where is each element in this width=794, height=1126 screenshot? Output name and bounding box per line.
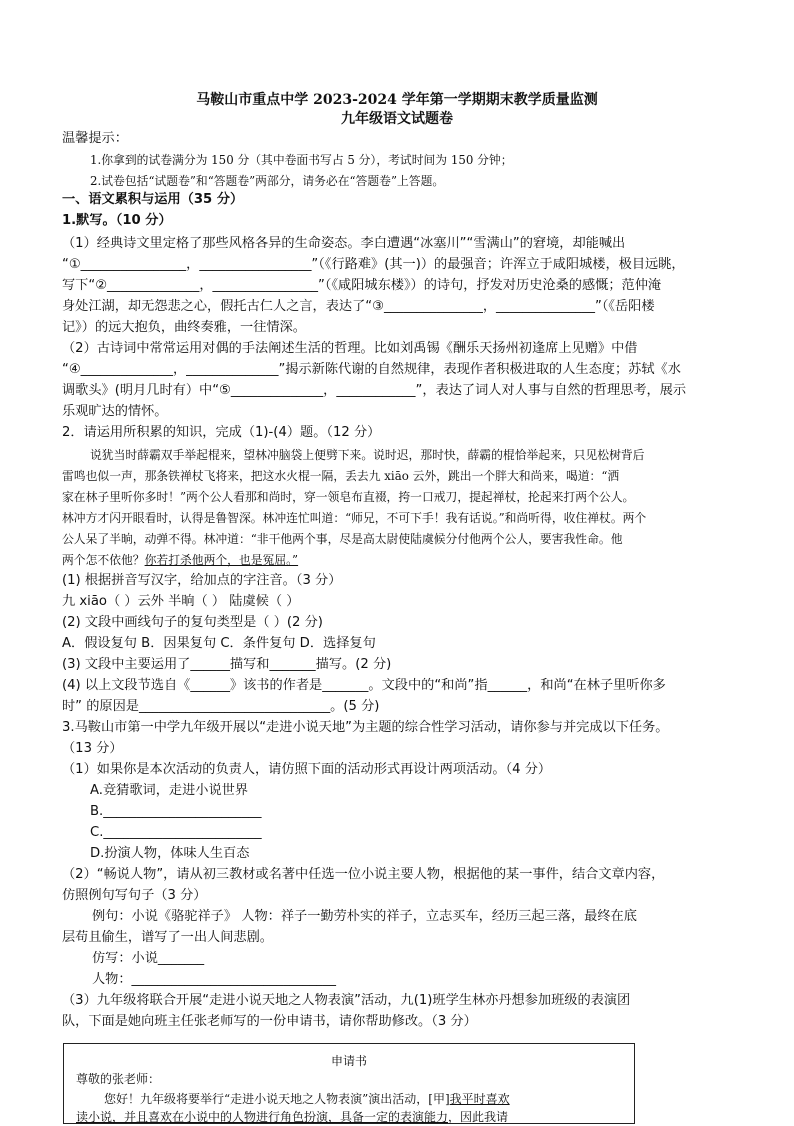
question-1-heading: 1.默写。（10 分） (62, 213, 172, 228)
q2-sub-1-answers: 九 xiāo（ ）云外 半晌（ ） 陆虞候（ ） (62, 594, 300, 609)
tip-item: 1.你拿到的试卷满分为 150 分（其中卷面书写占 5 分），考试时间为 150 分钟； (90, 153, 513, 167)
exam-subtitle: 九年级语文试题卷 (341, 111, 453, 127)
passage-line: 林冲方才闪开眼看时，认得是鲁智深。林冲连忙叫道：“师兄，不可下手！我有话说。”和尚听得，收住禅杖。两个 (62, 511, 647, 525)
q1-text-line: （2）古诗词中常常运用对偶的手法阐述生活的哲理。比如刘禹锡《酬乐天扬州初逢席上见赠》中借 (62, 341, 638, 356)
q2-sub-3: (3) 文段中主要运用了______描写和_______描写。(2 分) (62, 657, 392, 672)
application-letter-box (63, 1043, 635, 1124)
example-sentence: 例句：小说《骆驼祥子》 人物：祥子一勤劳朴实的祥子，立志买车，经历三起三落，最终在底 (92, 909, 637, 924)
underlined-sentence: 你若打杀他两个，也是冤屈。” (144, 553, 299, 567)
passage-line: 公人呆了半晌，动弹不得。林冲道：“非干他两个事，尽是高太尉使陆虞候分付他两个公人，要害我性命。他 (62, 532, 623, 546)
question-2-heading: 2．请运用所积累的知识，完成（1)-(4）题。（12 分） (62, 425, 381, 440)
tips-label: 温馨提示： (62, 131, 128, 146)
q2-sub-2: (2) 文段中画线句子的复句类型是（ ）(2 分) (62, 615, 323, 630)
q1-text-line: 身处江湖，却无怨悲之心，假托古仁人之言，表达了“③_______________，_______________”（《岳阳楼 (62, 299, 655, 314)
q1-text-line: “①________________，_________________”（《行路难》(其一)）的最强音；许浑立于咸阳城楼，极目远眺， (62, 257, 685, 272)
question-3-heading: 3.马鞍山市第一中学九年级开展以“走进小说天地”为主题的综合性学习活动，请你参与并完成以下任务。 (62, 720, 669, 735)
exam-title: 马鞍山市重点中学 2023-2024 学年第一学期期末教学质量监测 (196, 92, 598, 108)
q1-text-line: 乐观旷达的情怀。 (62, 404, 168, 419)
q2-sub-4: 时” 的原因是_____________________________。(5 分) (62, 699, 380, 714)
q2-sub-2-options: A．假设复句 B．因果复句 C．条件复句 D．选择复句 (62, 636, 376, 651)
imitation-line: 人物：_______________________________ (92, 972, 336, 987)
underlined-sentence: 读小说，并且喜欢在小说中的人物进行角色扮演，具备一定的表演能力 (76, 1110, 449, 1124)
q3-sub-3: （3）九年级将联合开展“走进小说天地之人物表演”活动，九(1)班学生林亦丹想参加班级的表演团 (62, 993, 631, 1008)
passage-line: 雷鸣也似一声，那条铁禅杖飞将来，把这水火棍一隔，丢去九 xiāo 云外，跳出一个胖大和尚来，喝道：“洒 (62, 469, 620, 483)
passage-text: 两个怎不依他？ (62, 553, 145, 567)
example-sentence: 层苟且偷生，谱写了一出人间悲剧。 (62, 930, 273, 945)
q1-text-line: 调歌头》(明月几时有）中“⑤______________，____________”，表达了词人对人事与自然的哲理思考，展示 (62, 383, 687, 398)
tip-item: 2.试卷包括“试题卷”和“答题卷”两部分，请务必在“答题卷”上答题。 (90, 174, 445, 188)
q1-text-line: “④______________，______________”揭示新陈代谢的自然规律，表现作者积极进取的人生态度；苏轼《水 (62, 362, 681, 377)
underlined-sentence: 我平时喜欢 (449, 1092, 510, 1106)
q3-sub-3: 队，下面是她向班主任张老师写的一份申请书，请你帮助修改。（3 分） (62, 1014, 477, 1029)
q2-sub-4: (4) 以上文段节选自《______》该书的作者是_______。文段中的“和尚”指______，和尚“在林子里听你多 (62, 678, 666, 693)
q1-text-line: （1）经典诗文里定格了那些风格各异的生命姿态。李白遭遇“冰塞川”“雪满山”的窘境，却能喊出 (62, 236, 626, 251)
q1-text-line: 写下“②______________，________________”（《咸阳城东楼》）的诗句，抒发对历史沧桑的感慨；范仲淹 (62, 278, 662, 293)
imitation-line: 仿写：小说_______ (92, 951, 205, 966)
question-3-heading: （13 分） (62, 741, 123, 756)
letter-greeting: 尊敬的张老师： (76, 1072, 161, 1086)
section-heading: 一、语文累积与运用（35 分） (62, 192, 244, 207)
letter-line (104, 1090, 510, 1108)
activity-option: B.________________________ (90, 804, 262, 819)
letter-line (76, 1108, 508, 1126)
activity-option: D.扮演人物，体味人生百态 (90, 846, 250, 861)
q1-text-line: 记》）的远大抱负，曲终奏雅，一往情深。 (62, 320, 306, 335)
q3-sub-1: （1）如果你是本次活动的负责人，请仿照下面的活动形式再设计两项活动。（4 分） (62, 762, 552, 777)
letter-text: 您好！九年级将要举行“走进小说天地之人物表演”演出活动，[甲] (104, 1092, 450, 1106)
passage-line (62, 551, 298, 569)
letter-text: ，因此我请 (448, 1110, 509, 1124)
letter-title: 申请书 (330, 1054, 367, 1068)
passage-line: 说犹当时薛霸双手举起棍来，望林冲脑袋上便劈下来。说时迟，那时快，薛霸的棍恰举起来，只见松树背后 (90, 448, 645, 462)
q2-sub-1: (1) 根据拼音写汉字，给加点的字注音。（3 分） (62, 573, 342, 588)
passage-line: 家在林子里听你多时！”两个公人看那和尚时，穿一领皂布直裰，挎一口戒刀，提起禅杖，抡起来打两个公人。 (62, 490, 635, 504)
q3-sub-2: （2）“畅说人物”，请从初三教材或名著中任选一位小说主要人物，根据他的某一事件，结合文章内容， (62, 867, 665, 882)
q3-sub-2: 仿照例句写句子（3 分） (62, 888, 207, 903)
activity-option: A.竞猜歌词，走进小说世界 (90, 783, 249, 798)
activity-option: C.________________________ (90, 825, 262, 840)
